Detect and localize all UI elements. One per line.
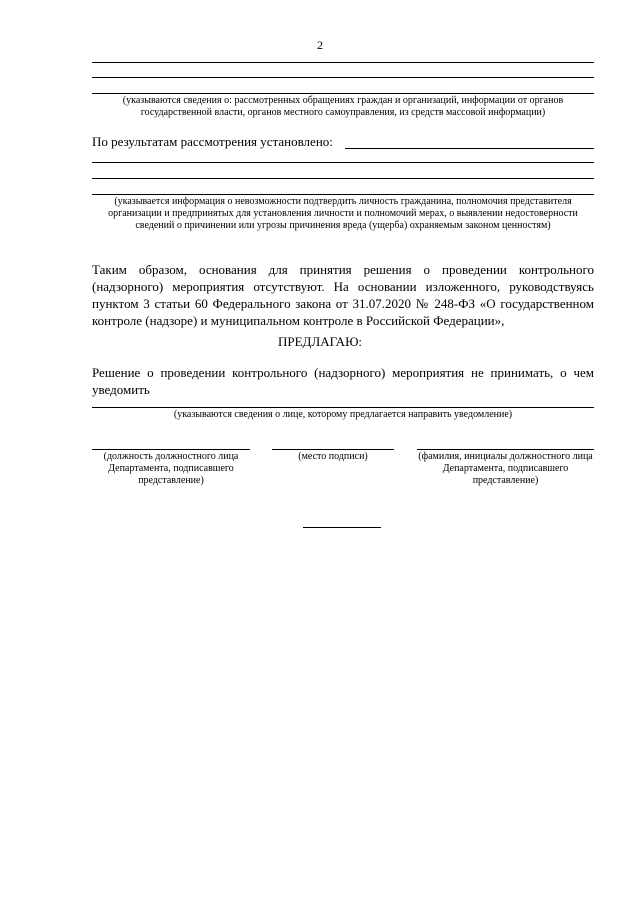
review-label: По результатам рассмотрения установлено: bbox=[92, 134, 333, 149]
fill-line bbox=[92, 407, 594, 408]
identity-caption: (указывается информация о невозможности подтвердить личность гражданина, полномочия представителя организации и предпринятых для установления личности и полномочий мерах, о выявлении недостоверности сведений о причинении или угрозы причинения вреда (ущерба) охраняемым законом ценностям) bbox=[108, 196, 578, 231]
signature-line-position bbox=[92, 449, 250, 450]
signature-line-sign bbox=[272, 449, 394, 450]
fill-line bbox=[92, 93, 594, 94]
notify-caption: (указываются сведения о лице, которому предлагается направить уведомление) bbox=[173, 409, 513, 420]
closing-rule bbox=[303, 527, 381, 528]
fill-line bbox=[345, 148, 594, 149]
sources-caption: (указываются сведения о: рассмотренных обращениях граждан и организаций, информации от органов государственной власти, органов местного самоуправления, из средств массовой информации) bbox=[122, 95, 564, 118]
fill-line bbox=[92, 162, 594, 163]
decision-paragraph: Решение о проведении контрольного (надзорного) мероприятия не принимать, о чем уведомить bbox=[92, 365, 594, 397]
page-number: 2 bbox=[317, 38, 323, 52]
name-caption: (фамилия, инициалы должностного лица Департамента, подписавшего представление) bbox=[418, 451, 593, 486]
fill-line bbox=[92, 194, 594, 195]
fill-line bbox=[92, 62, 594, 63]
propose-heading: ПРЕДЛАГАЮ: bbox=[277, 334, 363, 349]
position-caption: (должность должностного лица Департамента, подписавшего представление) bbox=[103, 451, 239, 486]
fill-line bbox=[92, 77, 594, 78]
signature-line-name bbox=[417, 449, 594, 450]
signature-caption: (место подписи) bbox=[298, 451, 368, 462]
conclusion-paragraph: Таким образом, основания для принятия решения о проведении контрольного (надзорного) мероприятия отсутствуют. На основании изложенного, руководствуясь пунктом 3 статьи 60 Федерального закона от 31.07.2020 № 248-ФЗ «О государственном контроле (надзоре) и муниципальном контроле в Российской Федерации», bbox=[92, 262, 594, 328]
fill-line bbox=[92, 178, 594, 179]
